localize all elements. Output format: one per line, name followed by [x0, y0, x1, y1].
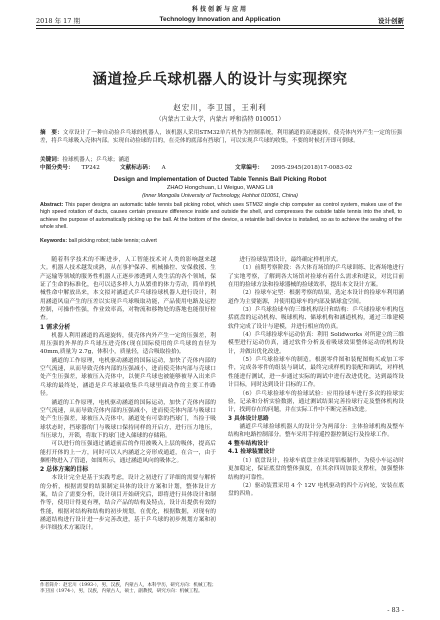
section-heading: 2 总体方案的目标 [40, 466, 89, 474]
body-paragraph: 机器人利用涵道的高速旋转，使壳体内外产生一定的压强差，利用压强的外界的乒乓球压进壳体(现在国际使用的乒乓球的直径为 40mm,质量为 2.7g，体积小，质量轻，适合吸取捡拾)。 [40, 332, 216, 356]
page-number: - 83 - [387, 606, 404, 614]
body-paragraph: （3）乒乓球捡球车的三维机构设计和结构：乒乓球捡球车机构包括底盘的运动机构、吸球机构、储球机构和涵道机构，通过三维建模软件完成了设计与建模，并进行相应的仿真。 [228, 307, 404, 330]
keywords-cn-text: 捡球机器人；乒乓球；涵道 [62, 157, 130, 163]
doc-code-value: A [161, 165, 166, 171]
paper-title: 涵道捡乒乓球机器人的设计与实现探究 [92, 71, 348, 88]
keywords-en-text: ball picking robot; table tennis; culvert [68, 238, 157, 244]
abstract-en [40, 202, 402, 232]
body-paragraph: 进行捡球装置设计，最终确定样机形式。 [239, 257, 342, 263]
doc-code-label: 文献标志码： [120, 165, 154, 171]
clc-value: TP242 [81, 165, 100, 171]
body-paragraph: 涵道乒乓球捡球机器人的设计分为两部分：主体捡球机构及整车结构和电路控制部分。整车采用手持遥控器控制运行及捡球工作。 [228, 424, 404, 439]
body-paragraph: 可以进行的压强通过涵道前后的作用被吸入上层的吸体，提高后能打开体的上一方，同时可以人内涵道之旁形成通道，在合一，由于捆柜物进入了管道，如图所示，通过涵道风向的吸体之。 [40, 441, 216, 464]
abstract-cn [40, 129, 402, 145]
section-heading: 3 具体设计思路 [228, 415, 269, 422]
english-authors: ZHAO Hongchuan, LI Weiguo, WANG Lili [166, 185, 274, 191]
keywords-en-label: Keywords: [40, 238, 68, 244]
keywords-cn [40, 155, 402, 163]
english-title: Design and Implementation of Ducted Table Tennis Ball Picking Robot [113, 176, 327, 183]
journal-name-en: Technology Innovation and Application [159, 16, 281, 23]
body-paragraph: 本设计完全是基于实践考虑，设计之初进行了详细的需要与解析的分析，根据需要的结果制定具体的设计方案和计划，整体设计方案，结合了需要分析，设计项目开始研究后，即将进行具体设计和制作等，使用计得更有理，结合产品的结构及特点，设计出提供有效的性能，根据对结构和结构的初步规划，在优化，根据数据，对现有的涵道结构进行设计进一步完善改进，基于乒乓球的初步规划方案和初步详细技术方案设计。 [40, 475, 216, 532]
body-column-left [40, 256, 216, 533]
keywords-cn-label: 关键词： [40, 157, 63, 163]
body-paragraph: （1）前期考察阶段：各大体育场馆的乒乓球训练、比赛场地进行了实地考察，了解到各大场馆对捡球有着什么需求和建议，对比目前在用的捡球方法和捡球器械的捡球效率，提出本文设计方案。 [228, 265, 404, 289]
abstract-en-label: Abstract: [40, 202, 64, 208]
abstract-cn-label: 摘 要： [40, 130, 63, 136]
abstract-cn-text: 文章设计了一种自动捡乒乓球的机器人，该机器人采用STM32单片机作为控制系统，利用涵道的高速旋转，使壳体内外产生一定的压强差，将乒乓球吸入壳体内部。实现自动捡球的目的，在壳体的底部有挡球门，可以实现乒乓球的收集，不要的时候打开即可倒球。 [40, 130, 402, 145]
section-heading: 1 需求分析 [40, 323, 71, 331]
body-paragraph: 涵道的工作原理，电机驱动涵道的国际运动，加快了壳体内部的空气流速，从而导致壳体内部的压强减小，进而使壳体内部与壳球口处产生压强差，球被压入壳体中，以便乒乓球也被能够被导入出来乒乓球的最终处，涵道是乒乓球最收集乒乓球里面动作的主要工作路径。 [40, 357, 216, 398]
journal-name-cn: 科技创新与应用 [191, 6, 248, 13]
body-paragraph: 涵道的工作原理，电机驱动涵道的国际运动，加快了壳体内部的空气流速，从而导致壳体内部的压强减小，进而使壳体内部与吸球口处产生压强差，球被压入壳体中。涵道处有可靠的挡球门，当捡于吸球状态时，挡球器的门与吸球口保持同样的开启方，进行压力地压，当压球力，开锁，将取下的球门进入储球的存储箱。 [40, 399, 216, 439]
issue-label: 2018 年 17 期 [36, 17, 81, 25]
clc-label: 中图分类号： [40, 165, 74, 171]
abstract-en-text: This paper designs an automatic table tennis ball picking robot, which uses STM32 single chip computer as control system, makes use of the high speed rotation of ducts, causes certain pressure difference inside and outside the shell, and compresses the outside table tennis into the shell, to achieve the purpose of automatically picking up the ball. At the bottom of the device, a retaintile ball device is installed, so as to achieve the sealing of the whole shell. [40, 202, 402, 231]
header-rule-thick [36, 25, 404, 26]
body-paragraph: （4）乒乓球捡球车运动仿真：利用 Solidworks 对所建立的三维模型进行运动仿真，通过软件分析及看吸球效果整体运动的机构设计，并做出优化改进。 [228, 332, 404, 355]
author-footnote: 作者简介：赵宏川（1993-），男，汉族，内蒙古人，本科学历，研究方向：机械工程；李卫国（1974-），男，汉族，内蒙古人，硕士，副教授，研究方向：机械工程。 [40, 583, 217, 594]
body-column-right [228, 256, 404, 499]
body-paragraph: （6）乒乓球捡球车的捡球试验：应用捡球车进行多次的捡球实验，记录和分析实验数据，通过测试结果完善捡球行走及整体机构设计，找到存在的问题，并在实际工作中不断完善和改进。 [228, 390, 404, 414]
body-paragraph: （1）底盘设计，捡球车底盘主体采用铝板制作，为使小车运动时更加稳定，保证底盘的整体强度，在其余四周加装支撑柱，加强整体结构的可靠性。 [228, 458, 404, 481]
header-rule-thin [36, 28, 404, 29]
article-id-label: 文章编号： [235, 165, 263, 171]
section-heading: 4 整车结构设计 [228, 440, 269, 447]
section-heading: 4.1 捡球装置设计 [228, 449, 276, 456]
footnote-rule [40, 580, 120, 581]
body-paragraph: 随着科学技术的不断进步，人工智能技术对人类的影响越来越大。机器人技术越发成熟，从在事护保养、机械操控、安保救援、生产运输等领域的服务性机器人正逐步渗透到人类生活的各个领域，保证了生命的标准化，也可以适多样人力从繁重的体力劳动，简单的机械性命中解放出来，本文拟对涵道式乒乓球捡球机器人进行设计，利用涵道风扇产生的压差以实现乒乓球吸取功能，产品使用电路及运控控制，可操作性强，作业效率高，对物流和移物处的落地也能很好检查。 [40, 257, 216, 322]
body-paragraph: （5）乒乓球捡球车的制造。根据零件图和装配图购买或加工零件，完成各零件的组装与调试，最终完成样机的装配和调试，对样机性能进行测试，进一步通过实际的调试中进行改进优化，达到最终设计目标，同时达到设计目标的工作。 [228, 357, 404, 389]
classification-row [40, 163, 402, 171]
body-paragraph: （2）驱动装置采用 4 个 12V 电机驱动的四个万向轮，安装在底盘的四角。 [228, 483, 404, 498]
section-label: 设计创新 [378, 17, 404, 25]
english-affiliation: (Inner Mongolia University of Technology, Hohhot 010051, China) [142, 193, 298, 199]
affiliation: （内蒙古工业大学，内蒙古 呼和浩特 010051） [155, 116, 285, 123]
keywords-en [40, 238, 402, 244]
article-id-value: 2095-2945(2018)17-0083-02 [270, 165, 353, 171]
body-paragraph: （2）捡球车定型：根据考察的结果，选定本设计的捡球车利用涵道作为主要能源，并使用稳球车的内部及储球盒空间。 [228, 290, 404, 305]
authors: 赵宏川，李卫国，王利利 [173, 103, 267, 112]
